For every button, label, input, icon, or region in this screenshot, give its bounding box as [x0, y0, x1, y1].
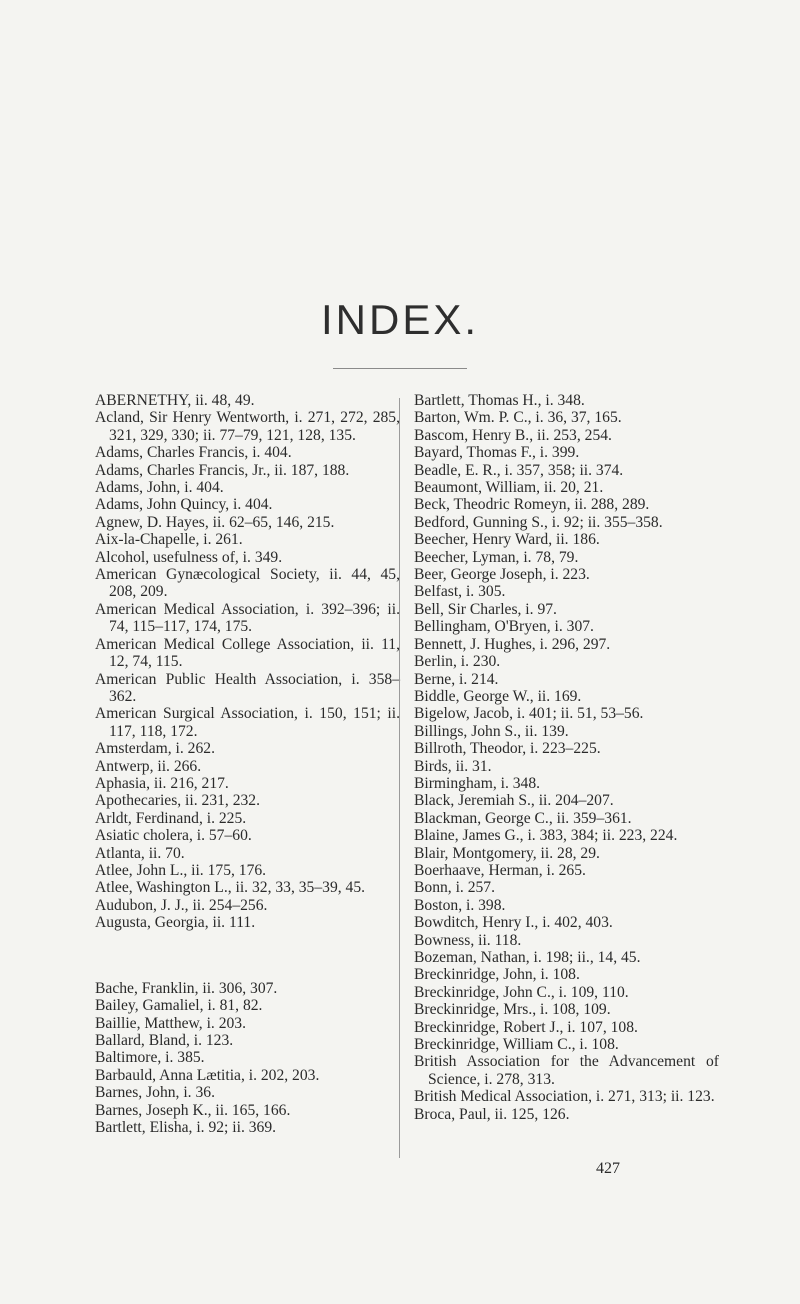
index-entry: Bozeman, Nathan, i. 198; ii., 14, 45.: [414, 949, 641, 966]
index-entry: Beer, George Joseph, i. 223.: [414, 566, 590, 584]
index-entry: American Public Health Association, i. 358–362.: [95, 670, 400, 705]
index-entry: British Medical Association, i. 271, 313; ii. 123.: [414, 1088, 715, 1106]
index-entry: Audubon, J. J., ii. 254–256.: [95, 896, 268, 914]
index-entry: Aix-la-Chapelle, i. 261.: [95, 531, 243, 549]
index-entry: Baltimore, i. 385.: [95, 1049, 205, 1067]
index-entry: Bailey, Gamaliel, i. 81, 82.: [95, 997, 263, 1015]
page-heading: INDEX.: [320, 296, 480, 343]
index-entry: American Surgical Association, i. 150, 151; ii. 117, 118, 172.: [95, 705, 400, 740]
index-entry: Barbauld, Anna Lætitia, i. 202, 203.: [95, 1066, 320, 1084]
index-entry: Bell, Sir Charles, i. 97.: [414, 600, 557, 618]
index-column-left: [95, 392, 400, 1136]
index-entry: Billings, John S., ii. 139.: [414, 722, 569, 740]
index-entry: Blackman, George C., ii. 359–361.: [414, 809, 632, 827]
index-entry: Acland, Sir Henry Wentworth, i. 271, 272, 285, 321, 329, 330; ii. 77–79, 121, 128, 135.: [95, 409, 400, 444]
index-entry: Bowditch, Henry I., i. 402, 403.: [414, 914, 613, 932]
index-entry: Berlin, i. 230.: [414, 653, 501, 671]
index-entry: Bayard, Thomas F., i. 399.: [414, 444, 580, 462]
index-entry: Barnes, John, i. 36.: [95, 1084, 215, 1102]
index-entry: Bonn, i. 257.: [414, 879, 496, 897]
index-entry: Ballard, Bland, i. 123.: [95, 1032, 234, 1049]
index-entry: American Medical Association, i. 392–396; ii. 74, 115–117, 174, 175.: [95, 600, 400, 636]
index-entry: Arldt, Ferdinand, i. 225.: [95, 809, 247, 827]
index-entry: Atlanta, ii. 70.: [95, 844, 185, 862]
index-entry: Boerhaave, Herman, i. 265.: [414, 861, 586, 879]
index-entry: Belfast, i. 305.: [414, 583, 506, 601]
index-entry: Bartlett, Thomas H., i. 348.: [414, 392, 585, 409]
index-entry: Beecher, Lyman, i. 78, 79.: [414, 548, 579, 566]
index-entry: Barnes, Joseph K., ii. 165, 166.: [95, 1101, 291, 1119]
index-entry: Atlee, Washington L., ii. 32, 33, 35–39, 45.: [95, 879, 366, 897]
index-entry: Breckinridge, John, i. 108.: [414, 966, 580, 984]
index-entry: British Association for the Advancement of Science, i. 278, 313.: [414, 1053, 719, 1088]
index-entry: Bascom, Henry B., ii. 253, 254.: [414, 426, 612, 444]
index-entry: Biddle, George W., ii. 169.: [414, 687, 582, 705]
index-entry: Breckinridge, Mrs., i. 108, 109.: [414, 1001, 611, 1019]
index-entry: Barton, Wm. P. C., i. 36, 37, 165.: [414, 409, 622, 427]
index-entry: Breckinridge, Robert J., i. 107, 108.: [414, 1018, 638, 1036]
index-entry: Bartlett, Elisha, i. 92; ii. 369.: [95, 1119, 277, 1137]
index-entry: Beaumont, William, ii. 20, 21.: [414, 479, 604, 497]
index-entry: Blair, Montgomery, ii. 28, 29.: [414, 844, 600, 862]
index-entry: Aphasia, ii. 216, 217.: [95, 774, 229, 792]
entry-gap: [95, 947, 400, 964]
index-entry: Augusta, Georgia, ii. 111.: [95, 914, 256, 932]
index-entry: Bennett, J. Hughes, i. 296, 297.: [414, 635, 611, 653]
index-entry: Baillie, Matthew, i. 203.: [95, 1014, 247, 1032]
column-divider: [399, 398, 400, 1158]
index-entry: Boston, i. 398.: [414, 896, 506, 914]
index-entry: Bellingham, O'Bryen, i. 307.: [414, 618, 594, 636]
index-entry: Adams, John, i. 404.: [95, 479, 224, 497]
index-entry: Atlee, John L., ii. 175, 176.: [95, 861, 267, 879]
index-entry: Amsterdam, i. 262.: [95, 740, 215, 758]
index-entry: Beadle, E. R., i. 357, 358; ii. 374.: [414, 461, 624, 479]
index-entry: American Medical College Association, ii. 11, 12, 74, 115.: [95, 635, 400, 671]
index-entry: Broca, Paul, ii. 125, 126.: [414, 1105, 570, 1123]
index-entry: Black, Jeremiah S., ii. 204–207.: [414, 792, 614, 810]
index-entry: Billroth, Theodor, i. 223–225.: [414, 740, 601, 758]
index-entry: Bigelow, Jacob, i. 401; ii. 51, 53–56.: [414, 705, 644, 723]
index-entry: Beecher, Henry Ward, ii. 186.: [414, 531, 600, 549]
index-column-right: [414, 392, 719, 1123]
index-entry: Bowness, ii. 118.: [414, 931, 522, 949]
index-entry: Blaine, James G., i. 383, 384; ii. 223, 224.: [414, 827, 678, 845]
index-entry: Beck, Theodric Romeyn, ii. 288, 289.: [414, 496, 650, 514]
index-entry: Berne, i. 214.: [414, 670, 499, 688]
index-entry: Bache, Franklin, ii. 306, 307.: [95, 979, 278, 997]
index-entry: Bedford, Gunning S., i. 92; ii. 355–358.: [414, 513, 663, 531]
index-entry: Breckinridge, John C., i. 109, 110.: [414, 983, 629, 1001]
index-entry: Adams, Charles Francis, Jr., ii. 187, 188.: [95, 461, 350, 479]
index-entry: Antwerp, ii. 266.: [95, 757, 202, 775]
index-entry: Agnew, D. Hayes, ii. 62–65, 146, 215.: [95, 513, 335, 531]
index-entry: Apothecaries, ii. 231, 232.: [95, 792, 260, 810]
index-entry: American Gynæcological Society, ii. 44, 45, 208, 209.: [95, 566, 400, 601]
index-entry: ABERNETHY, ii. 48, 49.: [95, 392, 255, 409]
index-entry: Birds, ii. 31.: [414, 757, 492, 775]
index-entry: Adams, John Quincy, i. 404.: [95, 496, 273, 514]
index-entry: Birmingham, i. 348.: [414, 774, 541, 792]
index-entry: Breckinridge, William C., i. 108.: [414, 1036, 619, 1054]
index-entry: Asiatic cholera, i. 57–60.: [95, 827, 252, 845]
index-entry: Adams, Charles Francis, i. 404.: [95, 444, 292, 462]
index-entry: Alcohol, usefulness of, i. 349.: [95, 548, 283, 566]
page-number: 427: [596, 1160, 620, 1177]
heading-rule: [333, 368, 467, 369]
